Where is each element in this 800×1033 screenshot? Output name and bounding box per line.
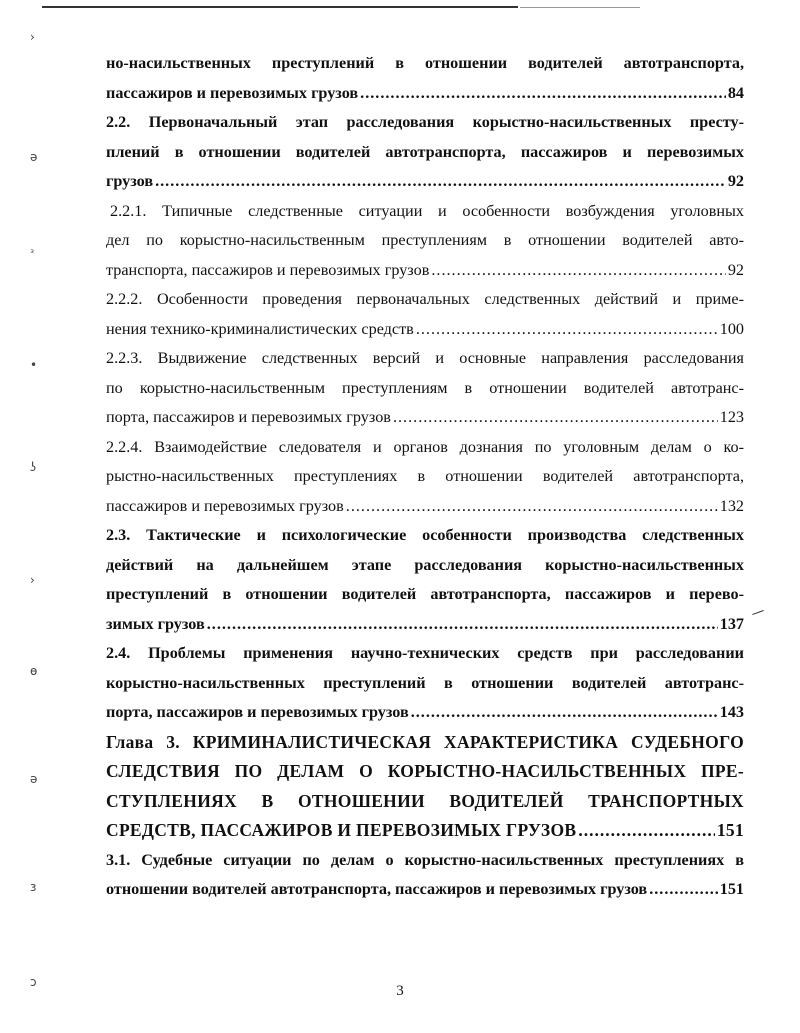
top-rule xyxy=(42,6,518,8)
toc-line: транспорта, пассажиров и перевозимых грузов xyxy=(106,260,430,279)
toc-line: порта, пассажиров и перевозимых грузов xyxy=(106,408,391,426)
toc-line: дел по корыстно-насильственным преступлениям в отношении водителей авто- xyxy=(106,231,744,249)
top-rule-faint xyxy=(520,7,640,8)
toc-line: 2.2.4. Взаимодействие следователя и органов дознания по уголовным делам о ко- xyxy=(106,437,744,456)
margin-mark: ɵ xyxy=(30,664,38,678)
toc-line: порта, пассажиров и перевозимых грузов xyxy=(106,703,409,721)
margin-mark: › xyxy=(30,30,35,44)
margin-mark: ə xyxy=(30,150,38,164)
dot-leader xyxy=(360,79,726,109)
dot-leader xyxy=(431,256,725,286)
toc-line: рыстно-насильственных преступлениях в отношении водителей автотранспорта, xyxy=(106,467,744,485)
toc-leader-line xyxy=(106,403,744,433)
toc-line: преступлений в отношении водителей автотранспорта, пассажиров и перево- xyxy=(106,585,744,603)
dot-leader xyxy=(155,167,726,197)
dot-leader xyxy=(649,875,718,905)
toc-entry-3-1 xyxy=(106,846,744,905)
toc-leader-line xyxy=(106,256,744,286)
toc-line: СЛЕДСТВИЯ ПО ДЕЛАМ О КОРЫСТНО-НАСИЛЬСТВЕННЫХ ПРЕ- xyxy=(106,761,744,781)
toc-page-number: 151 xyxy=(716,820,744,840)
margin-mark: › xyxy=(30,573,35,587)
dot-leader xyxy=(416,315,718,345)
toc-line: Глава 3. КРИМИНАЛИСТИЧЕСКАЯ ХАРАКТЕРИСТИКА СУДЕБНОГО xyxy=(106,731,744,752)
toc-entry-2-1-cont xyxy=(106,49,744,108)
toc-line: СТУПЛЕНИЯХ В ОТНОШЕНИИ ВОДИТЕЛЕЙ ТРАНСПОРТНЫХ xyxy=(106,790,744,811)
toc-line: зимых грузов xyxy=(106,614,205,633)
toc-line: отношении водителей автотранспорта, пассажиров и перевозимых грузов xyxy=(106,880,648,898)
toc-line: 2.3. Тактические и психологические особенности производства следственных xyxy=(106,526,744,544)
toc-line: 3.1. Судебные ситуации по делам о корыстно-насильственных преступлениях в xyxy=(106,850,744,869)
toc-line: пассажиров и перевозимых грузов xyxy=(106,83,359,102)
toc-entry-2-2 xyxy=(106,108,744,197)
toc-page-number: 84 xyxy=(727,83,744,102)
toc-leader-line xyxy=(106,167,744,197)
toc-leader-line xyxy=(106,315,744,345)
toc-line: нения технико-криминалистических средств xyxy=(106,319,414,338)
toc-line: по корыстно-насильственным преступлениям в отношении водителей автотранс- xyxy=(106,378,744,397)
toc-page-number: 143 xyxy=(719,703,744,721)
toc-line: плений в отношении водителей автотранспорта, пассажиров и перевозимых xyxy=(106,142,744,161)
toc-entry-2-2-3 xyxy=(106,344,744,433)
margin-mark: • xyxy=(30,358,38,372)
toc-page-number: 123 xyxy=(719,408,744,426)
dot-leader xyxy=(393,403,718,433)
toc-line: 2.2.2. Особенности проведения первоначальных следственных действий и приме- xyxy=(106,290,744,308)
toc-line: 2.2.3. Выдвижение следственных версий и основные направления расследования xyxy=(106,349,744,367)
toc-page-number: 92 xyxy=(727,172,744,190)
toc-leader-line xyxy=(106,492,744,522)
toc-line: 2.2.1. Типичные следственные ситуации и особенности возбуждения уголовных xyxy=(110,201,744,220)
toc-line: действий на дальнейшем этапе расследования корыстно-насильственных xyxy=(106,555,744,574)
page-number: 3 xyxy=(396,983,404,999)
toc-leader-line xyxy=(106,816,744,846)
toc-leader-line xyxy=(106,698,744,728)
toc-page-number: 132 xyxy=(719,496,744,515)
toc-line: 2.4. Проблемы применения научно-технических средств при расследовании xyxy=(106,644,744,662)
toc-line: СРЕДСТВ, ПАССАЖИРОВ И ПЕРЕВОЗИМЫХ ГРУЗОВ xyxy=(106,820,577,840)
margin-mark: ə xyxy=(30,772,38,786)
margin-stroke xyxy=(752,610,764,615)
toc-entry-2-3 xyxy=(106,521,744,639)
toc-line: корыстно-насильственных преступлений в отношении водителей автотранс- xyxy=(106,673,744,692)
toc-line: грузов xyxy=(106,172,154,190)
toc-entry-2-2-1 xyxy=(106,197,744,286)
margin-mark: ɜ xyxy=(30,880,37,894)
toc-leader-line xyxy=(106,79,744,109)
table-of-contents xyxy=(106,49,744,905)
toc-entry-2-4 xyxy=(106,639,744,728)
toc-page-number: 137 xyxy=(719,614,744,633)
toc-line: но-насильственных преступлений в отношении водителей автотранспорта, xyxy=(106,54,744,72)
toc-line: 2.2. Первоначальный этап расследования корыстно-насильственных престу- xyxy=(106,113,744,131)
dot-leader xyxy=(411,698,718,728)
toc-entry-ch3 xyxy=(106,728,744,846)
toc-leader-line xyxy=(106,875,744,905)
margin-mark: ᵌ xyxy=(30,246,35,260)
dot-leader xyxy=(578,816,714,846)
toc-page-number: 100 xyxy=(719,319,744,338)
toc-leader-line xyxy=(106,610,744,640)
toc-page-number: 92 xyxy=(727,260,744,279)
toc-entry-2-2-4 xyxy=(106,433,744,522)
margin-mark: ɔ xyxy=(30,975,37,989)
margin-mark: ʖ xyxy=(30,460,37,474)
toc-entry-2-2-2 xyxy=(106,285,744,344)
dot-leader xyxy=(346,492,718,522)
dot-leader xyxy=(207,610,718,640)
toc-page-number: 151 xyxy=(719,880,744,898)
toc-line: пассажиров и перевозимых грузов xyxy=(106,496,344,515)
